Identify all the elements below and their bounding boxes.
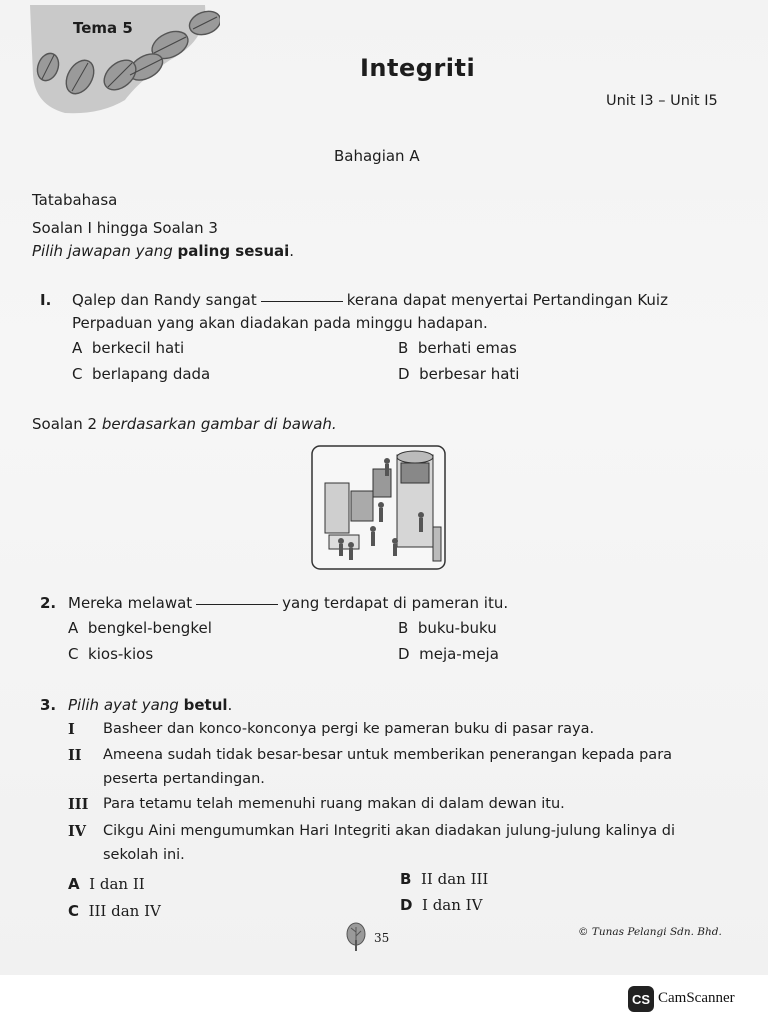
q2-blank — [196, 604, 278, 605]
q3-prompt-bold: betul — [183, 696, 228, 714]
q2-option-c — [68, 645, 153, 663]
option-key: A — [68, 619, 79, 637]
q2-intro — [32, 415, 337, 433]
theme-label: Tema 5 — [73, 19, 133, 37]
unit-range: Unit I3 – Unit I5 — [606, 93, 718, 109]
question-range: Soalan I hingga Soalan 3 — [32, 219, 218, 237]
option-text: berbesar hati — [419, 365, 520, 383]
instruction-italic: Pilih jawapan yang — [32, 242, 173, 260]
option-key: B — [400, 870, 412, 888]
page-number: 35 — [374, 931, 390, 945]
option-key: B — [398, 619, 409, 637]
page-title: Integriti — [360, 54, 476, 82]
q1-option-b — [398, 339, 517, 357]
option-text: kios-kios — [88, 645, 154, 663]
statement-text: Cikgu Aini mengumumkan Hari Integriti akan diadakan julung-julung kalinya di — [103, 823, 676, 839]
q3-prompt-end: . — [227, 696, 233, 714]
option-text: I dan IV — [422, 896, 483, 914]
camscanner-label: CamScanner — [658, 990, 735, 1006]
instruction-bold: paling sesuai — [177, 242, 290, 260]
q2-intro-label: Soalan 2 — [32, 415, 98, 433]
q2-number: 2. — [40, 594, 57, 612]
option-text: berhati emas — [417, 339, 517, 357]
option-text: berlapang dada — [92, 365, 211, 383]
option-text: bengkel-bengkel — [87, 619, 212, 637]
instruction-end: . — [289, 242, 295, 260]
q2-text-a: Mereka melawat — [68, 594, 193, 612]
q3-prompt — [68, 696, 232, 714]
tree-icon — [344, 922, 368, 952]
option-key: B — [398, 339, 409, 357]
q3-option-b — [400, 870, 488, 888]
option-text: berkecil hati — [91, 339, 185, 357]
exhibition-illustration — [311, 445, 446, 570]
q1-stem-line2: Perpaduan yang akan diadakan pada minggu hadapan. — [72, 314, 488, 332]
option-key: A — [72, 339, 83, 357]
q1-option-c — [72, 365, 210, 383]
statement-text-cont: peserta pertandingan. — [103, 771, 265, 787]
q3-prompt-italic: Pilih ayat yang — [68, 696, 179, 714]
option-key: C — [68, 645, 79, 663]
q3-option-a — [68, 875, 145, 893]
q2-stem — [68, 594, 508, 612]
statement-text: Ameena sudah tidak besar-besar untuk memberikan penerangan kepada para — [103, 747, 673, 763]
q1-option-a — [72, 339, 184, 357]
option-key: A — [68, 875, 80, 893]
section-heading: Bahagian A — [334, 147, 420, 165]
camscanner-logo-icon: CS — [628, 986, 654, 1012]
option-key: C — [72, 365, 83, 383]
q1-blank — [261, 301, 343, 302]
statement-roman: IV — [68, 823, 87, 840]
q3-option-c — [68, 902, 161, 920]
option-text: I dan II — [89, 875, 145, 893]
option-text: III dan IV — [88, 902, 161, 920]
option-key: D — [398, 365, 410, 383]
q2-option-a — [68, 619, 212, 637]
option-key: D — [398, 645, 410, 663]
topic-heading: Tatabahasa — [32, 191, 118, 209]
q1-text-b: kerana dapat menyertai Pertandingan Kuiz — [346, 291, 668, 309]
option-text: buku-buku — [417, 619, 497, 637]
option-text: meja-meja — [419, 645, 499, 663]
statement-text-cont: sekolah ini. — [103, 847, 185, 863]
q1-text-a: Qalep dan Randy sangat — [72, 291, 257, 309]
q3-number: 3. — [40, 696, 57, 714]
q1-stem-line1 — [72, 291, 668, 309]
q2-option-b — [398, 619, 497, 637]
q2-text-b: yang terdapat di pameran itu. — [282, 594, 509, 612]
q1-number: I. — [40, 291, 52, 309]
q3-option-d — [400, 896, 482, 914]
statement-roman: II — [68, 747, 82, 764]
statement-text: Para tetamu telah memenuhi ruang makan di dalam dewan itu. — [103, 796, 565, 812]
option-text: II dan III — [420, 870, 489, 888]
option-key: C — [68, 902, 80, 920]
q1-option-d — [398, 365, 519, 383]
option-key: D — [400, 896, 413, 914]
instruction — [32, 242, 294, 260]
statement-text: Basheer dan konco-konconya pergi ke pameran buku di pasar raya. — [103, 721, 595, 737]
copyright-notice: © Tunas Pelangi Sdn. Bhd. — [578, 926, 722, 938]
statement-roman: III — [68, 796, 89, 813]
statement-roman: I — [68, 721, 75, 738]
q2-intro-italic: berdasarkan gambar di bawah. — [101, 415, 337, 433]
q2-option-d — [398, 645, 499, 663]
